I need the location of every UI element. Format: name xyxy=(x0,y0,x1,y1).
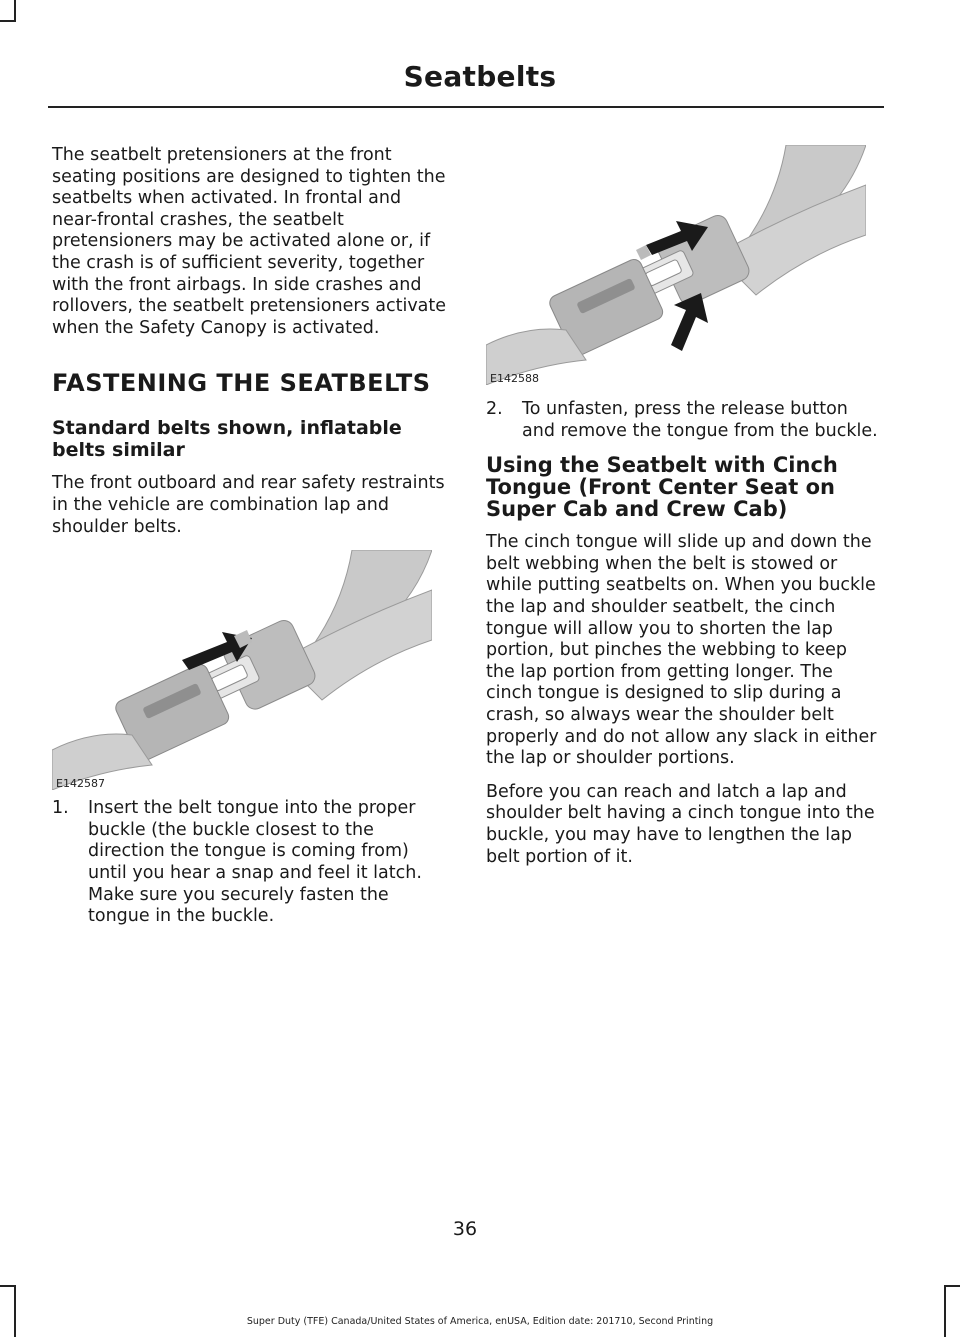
step-2-text: To unfasten, press the release button and remove the tongue from the buckle. xyxy=(522,399,878,441)
edition-footer: Super Duty (TFE) Canada/United States of America, enUSA, Edition date: 201710, Second Printing xyxy=(246,1316,714,1327)
lengthen-lap-belt-paragraph: Before you can reach and latch a lap and shoulder belt having a cinch tongue into the buckle, you may have to lengthen the lap belt portion of it. xyxy=(486,781,875,867)
crop-mark-top-left-h xyxy=(0,20,16,22)
step-1 xyxy=(52,798,447,928)
page-title: Seatbelts xyxy=(403,60,557,93)
left-column xyxy=(52,145,447,940)
step-2-number: 2. xyxy=(486,399,503,419)
buckle-release-illustration xyxy=(486,145,866,385)
figure-unfastening xyxy=(486,145,866,385)
crop-mark-top-left-v xyxy=(14,0,16,20)
step-2 xyxy=(486,399,881,442)
subheading-cinch-tongue: Using the Seatbelt with Cinch Tongue (Front Center Seat on Super Cab and Crew Cab) xyxy=(486,453,838,522)
subheading-standard-belts: Standard belts shown, inflatable belts similar xyxy=(52,417,402,462)
crop-mark-bottom-left-v xyxy=(14,1285,16,1337)
step-1-number: 1. xyxy=(52,798,69,819)
section-heading: FASTENING THE SEATBELTS xyxy=(52,369,431,398)
combination-belts-paragraph: The front outboard and rear safety restraints in the vehicle are combination lap and shoulder belts. xyxy=(52,473,445,537)
crop-mark-bottom-left-h xyxy=(0,1285,16,1287)
right-column xyxy=(486,145,881,880)
header-rule xyxy=(48,106,884,108)
cinch-tongue-paragraph: The cinch tongue will slide up and down the belt webbing when the belt is stowed or while putting seatbelts on. When you buckle the lap and shoulder seatbelt, the cinch tongue will allow you to shorten the lap portion, but pinches the webbing to keep the lap portion from getting longer. The cinch tongue is designed to slip during a crash, so always wear the shoulder belt properly and do not allow any slack in either the lap or shoulder portions. xyxy=(486,532,877,769)
intro-paragraph: The seatbelt pretensioners at the front seating positions are designed to tighten the seatbelts when activated. In frontal and near-frontal crashes, the seatbelt pretensioners may be activated alone or, if the crash is of sufficient severity, together with the front airbags. In side crashes and rollovers, the seatbelt pretensioners activate when the Safety Canopy is activated. xyxy=(52,145,447,338)
buckle-fasten-illustration xyxy=(52,550,432,790)
crop-mark-bottom-right-v xyxy=(944,1285,946,1337)
figure-fastening xyxy=(52,550,432,790)
crop-mark-bottom-right-h xyxy=(944,1285,960,1287)
figure-label: E142587 xyxy=(56,777,105,791)
page-number: 36 xyxy=(452,1218,478,1240)
figure-label: E142588 xyxy=(490,372,539,385)
step-1-text: Insert the belt tongue into the proper buckle (the buckle closest to the direction the tongue is coming from) until you hear a snap and feel it latch. Make sure you securely fasten the tongue in the buckle. xyxy=(88,798,422,927)
